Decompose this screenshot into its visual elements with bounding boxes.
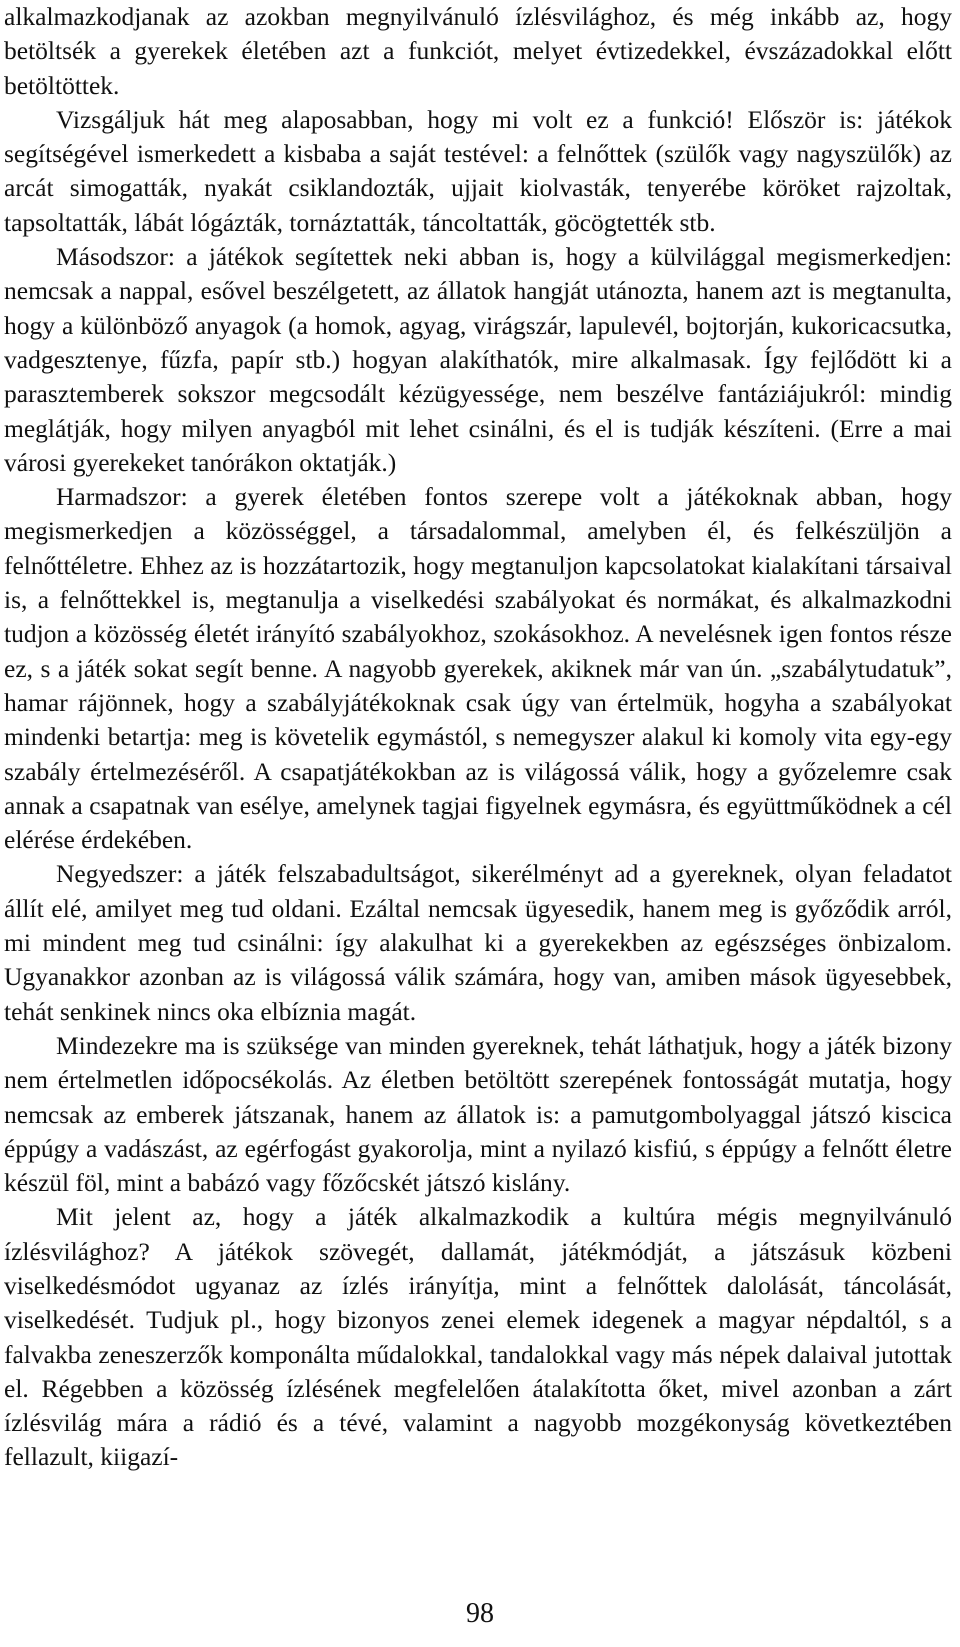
paragraph-first-function: Vizsgáljuk hát meg alaposabban, hogy mi volt ez a funkció! Először is: játékok segítségével ismerkedett a kisbaba a saját testével: a felnőttek (szülők vagy nagyszülők) az arcát simogatták, nyakát csiklandozták, ujjait kiolvasták, tenyerébe köröket rajzoltak, tapsoltatták, lábát lógázták, tornáztatták, táncoltatták, göcögtették stb. (4, 104, 952, 237)
paragraph-second-function: Másodszor: a játékok segítettek neki abban is, hogy a külvilággal megismerkedjen: nemcsak a nappal, esővel beszélgetett, az állatok hangját utánozta, hanem azt is megtanulta, hogy a különböző anyagok (a homok, agyag, virágszár, lapulevél, bojtorján, kukoricacsutka, vadgesztenye, fűzfa, papír stb.) hogyan alakíthatók, mire alkalmasak. Így fejlődött ki a parasztemberek sokszor megcsodált kézügyessége, nem beszélve fantáziájukról: mindig meglátják, hogy milyen anyagból mit lehet csinálni, és el is tudják készíteni. (Erre a mai városi gyerekeket tanórákon oktatják.) (4, 242, 952, 477)
paragraph-fourth-function: Negyedszer: a játék felszabadultságot, sikerélményt ad a gyereknek, olyan feladatot állít elé, amilyet meg tud oldani. Ezáltal nemcsak ügyesedik, hanem meg is győződik arról, mi mindent meg tud csinálni: így alakulhat ki a gyerekekben az egészséges önbizalom. Ugyanakkor azonban az is világossá válik számára, hogy van, amiben mások ügyesebbek, tehát senkinek nincs oka elbíznia magát. (4, 859, 952, 1026)
body-text (4, 0, 952, 1475)
paragraph-continuation: alkalmazkodjanak az azokban megnyilvánuló ízlésvilághoz, és még inkább az, hogy betöltsék a gyerekek életében azt a funkciót, melyet évtizedekkel, évszázadokkal előtt betöltöttek. (4, 2, 952, 100)
page-number: 98 (466, 1598, 494, 1629)
paragraph-taste-world: Mit jelent az, hogy a játék alkalmazkodik a kultúra mégis megnyilvánuló ízlésvilághoz? A játékok szövegét, dallamát, játékmódját, a játszásuk közbeni viselkedésmódot ugyanaz az ízlés irányítja, mint a felnőttek dalolását, táncolását, viselkedését. Tudjuk pl., hogy bizonyos zenei elemek idegenek a magyar népdaltól, s a falvakba zeneszerzők komponálta műdalokkal, tandalokkal vagy más népek dalaival jutottak el. Régebben a közösség ízlésének megfelelően átalakította őket, mivel azonban a zárt ízlésvilág mára a rádió és a tévé, valamint a nagyobb mozgékonyság következtében fellazult, kiigazí- (4, 1202, 952, 1472)
paragraph-summary: Mindezekre ma is szüksége van minden gyereknek, tehát láthatjuk, hogy a játék bizony nem értelmetlen időpocsékolás. Az életben betöltött szerepének fontosságát mutatja, hogy nemcsak az emberek játszanak, hanem az állatok is: a pamutgombolyaggal játszó kiscica éppúgy a vadászást, az egérfogást gyakorolja, mint a nyilazó kisfiú, s éppúgy a felnőtt életre készül föl, mint a babázó vagy főzőcskét játszó kislány. (4, 1030, 952, 1198)
paragraph-third-function: Harmadszor: a gyerek életében fontos szerepe volt a játékoknak abban, hogy megismerkedjen a közösséggel, a társadalommal, amelyben él, és felkészüljön a felnőttéletre. Ehhez az is hozzátartozik, hogy megtanuljon kapcsolatokat kialakítani társaival is, a felnőttekkel is, megtanulja a viselkedési szabályokat és normákat, és alkalmazkodni tudjon a közösség életét irányító szabályokhoz, szokásokhoz. A nevelésnek igen fontos része ez, s a játék sokat segít benne. A nagyobb gyerekek, akiknek már van ún. „szabálytudatuk”, hamar rájönnek, hogy a szabályjátékoknak csak úgy van értelmük, hogyha a szabályokat mindenki betartja: meg is követelik egymástól, s nemegyszer alakul ki komoly vita egy-egy szabály értelmezéséről. A csapatjátékokban az is világossá válik, hogy a győzelemre csak annak a csapatnak van esélye, amelynek tagjai figyelnek egymásra, és együttműködnek a cél elérése érdekében. (4, 482, 952, 855)
